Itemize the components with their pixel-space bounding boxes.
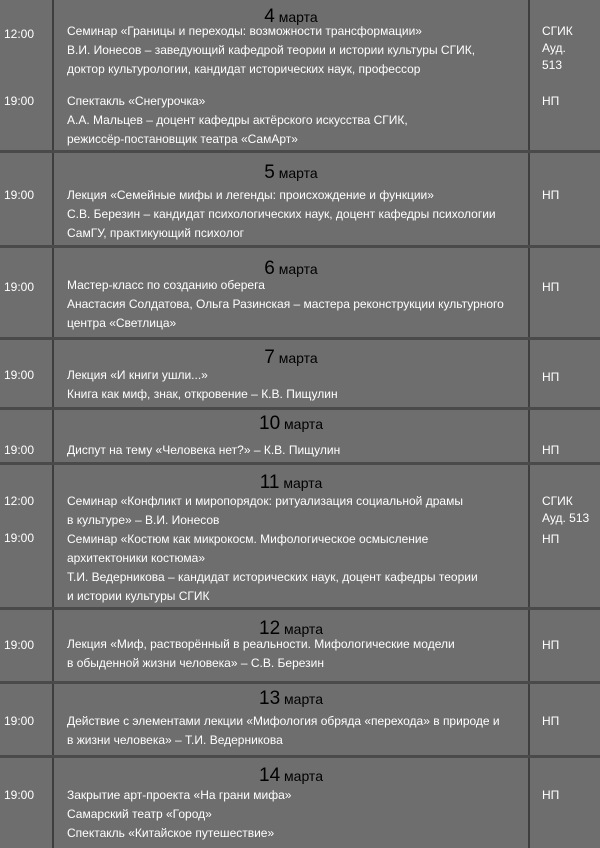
event-description-line: Семинар «Границы и переходы: возможности трансформации» xyxy=(67,24,422,38)
event-time: 19:00 xyxy=(4,368,35,382)
event-location: НП xyxy=(542,94,560,108)
event-location: НП xyxy=(542,638,560,652)
event-location: НП xyxy=(542,532,560,546)
event-location: НП xyxy=(542,188,560,202)
event-description-line: режиссёр-постановщик театра «СамАрт» xyxy=(67,132,298,146)
event-description-line: Действие с элементами лекции «Мифология обряда «перехода» в природе и xyxy=(67,714,500,728)
day-separator xyxy=(0,681,600,684)
event-description-line: центра «Светлица» xyxy=(67,316,177,330)
day-heading xyxy=(54,688,528,710)
event-time: 12:00 xyxy=(4,494,35,508)
event-location: НП xyxy=(542,714,560,728)
month-name: марта xyxy=(278,9,318,25)
event-location: НП xyxy=(542,788,560,802)
event-description-line: А.А. Мальцев – доцент кафедры актёрского искусства СГИК, xyxy=(67,113,408,127)
day-number: 14 xyxy=(259,765,281,786)
month-name: марта xyxy=(284,416,323,432)
day-number: 4 xyxy=(264,6,275,27)
event-description-line: С.В. Березин – кандидат психологических наук, доцент кафедры психологии xyxy=(67,207,496,221)
event-time: 19:00 xyxy=(4,443,35,457)
day-separator xyxy=(0,607,600,610)
event-description-line: Лекция «Миф, растворённый в реальности. Мифологические модели xyxy=(67,637,455,651)
day-heading xyxy=(54,413,528,435)
event-time: 12:00 xyxy=(4,27,35,41)
event-description-line: в обыденной жизни человека» – С.В. Березин xyxy=(67,656,325,670)
event-time: 19:00 xyxy=(4,94,35,108)
event-description-line: в жизни человека» – Т.И. Ведерникова xyxy=(67,733,283,747)
event-location: НП xyxy=(542,280,560,294)
month-name: марта xyxy=(284,768,323,784)
month-name: марта xyxy=(278,261,318,277)
day-separator xyxy=(0,245,600,248)
day-separator xyxy=(0,150,600,153)
month-name: марта xyxy=(278,165,318,181)
day-separator xyxy=(0,337,600,340)
day-number: 5 xyxy=(264,162,275,183)
day-number: 7 xyxy=(264,347,275,368)
event-description-line: Спектакль «Снегурочка» xyxy=(67,94,206,108)
month-name: марта xyxy=(283,475,323,491)
event-description-line: Семинар «Костюм как микрокосм. Мифологическое осмысление xyxy=(67,532,429,546)
event-time: 19:00 xyxy=(4,188,35,202)
event-location: СГИК xyxy=(542,494,573,508)
day-separator xyxy=(0,755,600,758)
event-location: 513 xyxy=(542,58,563,72)
event-location: НП xyxy=(542,370,560,384)
event-location: СГИК xyxy=(542,24,573,38)
event-description-line: Спектакль «Китайское путешествие» xyxy=(67,826,275,840)
day-heading xyxy=(54,162,528,184)
event-description-line: Анастасия Солдатова, Ольга Разинская – мастера реконструкции культурного xyxy=(67,297,504,311)
event-description-line: доктор культурологии, кандидат исторических наук, профессор xyxy=(67,62,421,76)
day-number: 11 xyxy=(259,472,280,493)
day-number: 13 xyxy=(259,688,281,709)
event-description-line: Диспут на тему «Человека нет?» – К.В. Пищулин xyxy=(67,443,341,457)
event-time: 19:00 xyxy=(4,638,35,652)
event-description-line: СамГУ, практикующий психолог xyxy=(67,226,245,240)
event-description-line: Т.И. Ведерникова – кандидат исторических наук, доцент кафедры теории xyxy=(67,570,478,584)
event-description-line: и истории культуры СГИК xyxy=(67,589,210,603)
day-separator xyxy=(0,462,600,465)
event-time: 19:00 xyxy=(4,280,35,294)
event-description-line: В.И. Ионесов – заведующий кафедрой теории и истории культуры СГИК, xyxy=(67,43,476,57)
event-time: 19:00 xyxy=(4,788,35,802)
day-number: 10 xyxy=(259,413,281,434)
day-heading xyxy=(54,472,528,494)
event-description-line: Лекция «И книги ушли...» xyxy=(67,368,208,382)
event-description-line: Книга как миф, знак, откровение – К.В. Пищулин xyxy=(67,387,338,401)
month-name: марта xyxy=(284,621,323,637)
event-location: НП xyxy=(542,443,560,457)
day-number: 6 xyxy=(264,258,275,279)
event-description-line: Семинар «Конфликт и миропорядок: ритуализация социальной драмы xyxy=(67,494,463,508)
month-name: марта xyxy=(278,350,318,366)
event-description-line: Лекция «Семейные мифы и легенды: происхождение и функции» xyxy=(67,188,434,202)
event-description-line: в культуре» – В.И. Ионесов xyxy=(67,513,220,527)
event-description-line: Самарский театр «Город» xyxy=(67,807,212,821)
day-heading xyxy=(54,765,528,787)
event-location: Ауд. 513 xyxy=(542,511,590,525)
event-time: 19:00 xyxy=(4,531,35,545)
day-separator xyxy=(0,407,600,410)
event-location: Ауд. xyxy=(542,41,566,55)
event-description-line: архитектоники костюма» xyxy=(67,551,206,565)
month-name: марта xyxy=(284,691,323,707)
event-description-line: Закрытие арт-проекта «На грани мифа» xyxy=(67,788,292,802)
right-column-divider xyxy=(528,0,530,848)
day-number: 12 xyxy=(259,618,281,639)
event-description-line: Мастер-класс по созданию оберега xyxy=(67,278,265,292)
event-time: 19:00 xyxy=(4,714,35,728)
